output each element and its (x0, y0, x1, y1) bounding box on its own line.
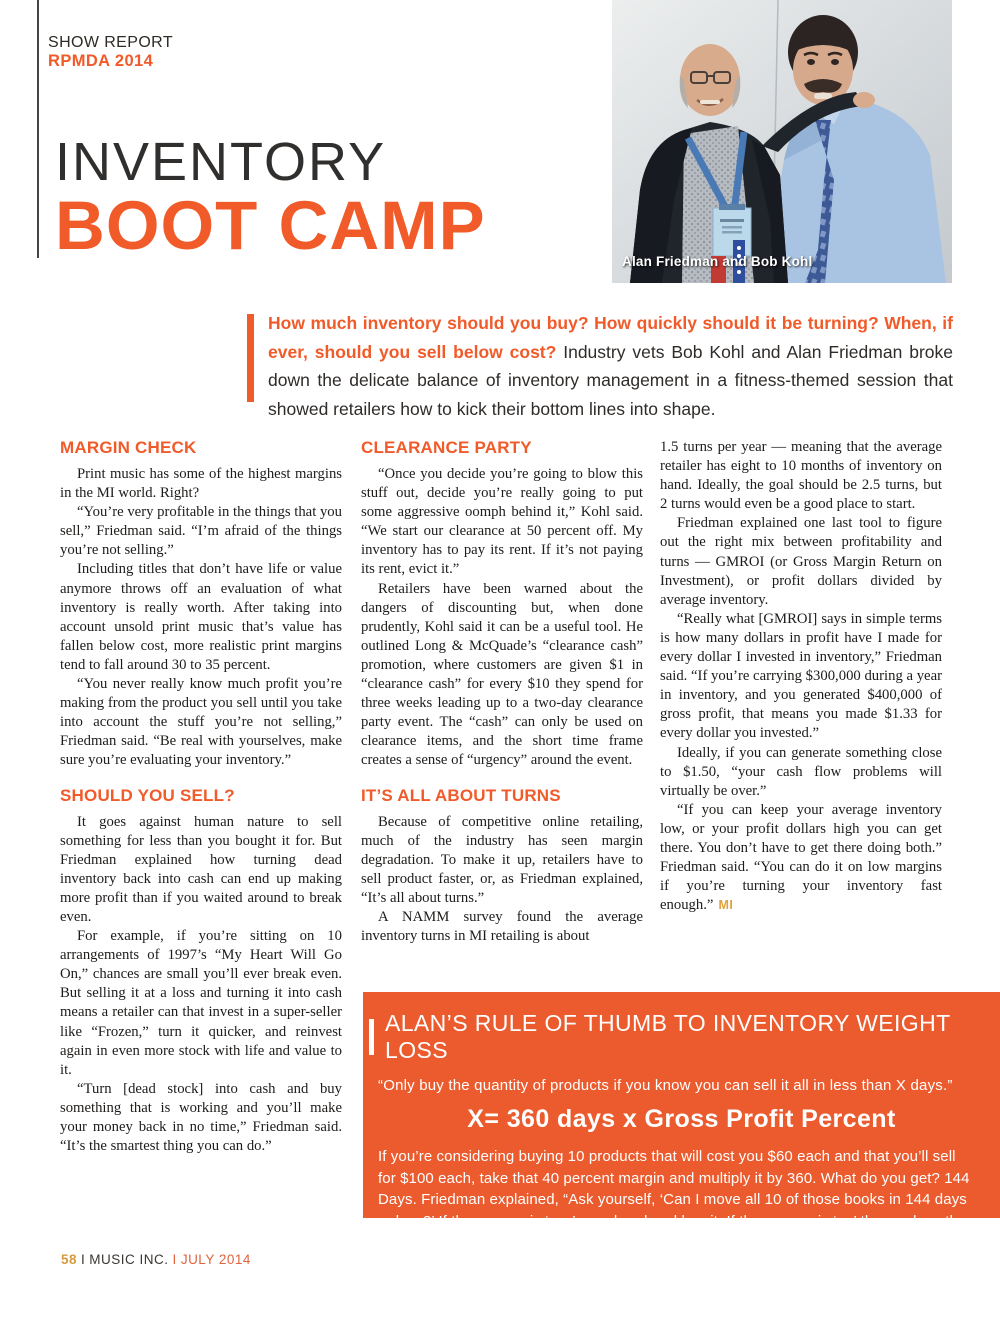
intro-lead: How much inventory should you buy? How quickly should it be turning? When, if ever, should you sell below cost? (268, 313, 953, 362)
paragraph: Print music has some of the highest margins in the MI world. Right? (60, 466, 342, 502)
article-column-1 (60, 438, 342, 1156)
paragraph (660, 801, 942, 916)
article-photo (612, 0, 952, 283)
rule-box-accent-bar (369, 1019, 374, 1055)
section-heading: MARGIN CHECK (60, 438, 197, 457)
rule-of-thumb-box (363, 992, 1000, 1252)
paragraph: 1.5 turns per year — meaning that the average retailer has eight to 10 months of inventory on hand. Ideally, the goal should be 2.5 turns, but 2 turns would even be a good place to start. (660, 439, 942, 513)
intro-accent-bar (247, 314, 254, 402)
rule-box-title-row (369, 1010, 1000, 1064)
photo-caption: Alan Friedman and Bob Kohl (622, 254, 813, 269)
article-column-2 (361, 438, 643, 946)
paragraph: “Once you decide you’re going to blow this stuff out, decide you’re really going to put some aggressive oomph behind it,” Kohl said. “We start our clearance at 50 percent off. My inventory has to pay its rent. If it’s not paying its rent, evict it.” (361, 466, 643, 578)
paragraph: A NAMM survey found the average inventory turns in MI retailing is about (361, 908, 643, 945)
section-continuation (660, 438, 942, 915)
paragraph: For example, if you’re sitting on 10 arrangements of 1997’s “My Heart Will Go On,” chances are small you’ll ever break even. But selling it at a loss and turning it into cash means a retailer can that invest in a super-seller like “Frozen,” turn it quicker, and reinvest again in even more stock with life and value to it. (60, 928, 342, 1078)
paragraph: “You’re very profitable in the things that you sell,” Friedman said. “I’m afraid of the things you’re not selling.” (60, 504, 342, 559)
kicker-section: SHOW REPORT (48, 34, 174, 51)
article-title-line2: BOOT CAMP (55, 187, 486, 264)
kicker (48, 33, 173, 71)
section-should-you-sell (60, 786, 342, 1157)
intro-text (268, 309, 953, 423)
page-number: 58 (61, 1252, 78, 1267)
rule-box-quote: “Only buy the quantity of products if you know you can sell it all in less than X days.” (378, 1077, 953, 1094)
footer-separator: I (81, 1252, 86, 1267)
paragraph: Retailers have been warned about the dangers of discounting but, when done prudently, Kohl said it can be a useful tool. He outlined Long & McQuade’s “clearance cash” promotion, where customers are given $1 in “clearance cash” for every $10 they spend for three weeks leading up to a two-day clearance party event. The “cash” can only be used on clearance items, and the short time frame creates a sense of “urgency” around the event. (361, 580, 643, 769)
section-heading: IT’S ALL ABOUT TURNS (361, 785, 561, 805)
top-left-rule (37, 0, 39, 258)
paragraph: Friedman explained one last tool to figure out the right mix between profitability and turns — GMROI (or Gross Margin Return on Investment), or profit dollars divided by average inventory. (660, 515, 942, 608)
article-title (55, 132, 486, 264)
end-of-article-marker: MI (718, 898, 734, 913)
rule-box-formula: X= 360 days x Gross Profit Percent (467, 1105, 896, 1133)
section-clearance-party (361, 438, 643, 771)
issue-date: JULY 2014 (180, 1252, 251, 1267)
rule-box-body: If you’re considering buying 10 products that will cost you $60 each and that you’ll sell for $100 each, take that 40 percent margin and multiply it by 360. What do you get? 144 Days. Friedman explained, “Ask yourself, ‘Can I move all 10 of those books in 144 days or less?’ If the answer is ‘yes’, go ahead and buy it. If the answer is ‘no’ then reduce the quantity until the answer becomes ‘yes.’” (378, 1148, 970, 1252)
intro-deck (247, 309, 953, 423)
photo-illustration (612, 0, 952, 283)
page-footer (61, 1252, 255, 1267)
paragraph: It goes against human nature to sell something for less than you bought it for. But Friedman explained how turning dead inventory back into cash can end up making more profit than if you waited around to break even. (60, 813, 342, 925)
article-title-line1: INVENTORY (55, 132, 387, 192)
footer-separator: I (172, 1252, 177, 1267)
section-all-about-turns (361, 786, 643, 947)
kicker-show-name: RPMDA 2014 (48, 52, 154, 70)
section-heading: SHOULD YOU SELL? (60, 785, 235, 805)
paragraph-text: “If you can keep your average inventory low, or your profit dollars high you can get there. You don’t have to get there doing both.” Friedman said. “You can do it on low margins if you’re turning your inventory fast enough.” (660, 801, 942, 914)
rule-box-title: ALAN’S RULE OF THUMB TO INVENTORY WEIGHT LOSS (385, 1010, 951, 1063)
paragraph: Because of competitive online retailing, much of the industry has seen margin degradation. To make it up, retailers have to sell product faster, or, as Friedman explained, “It’s all about turns.” (361, 813, 643, 906)
magazine-name: MUSIC INC. (89, 1252, 169, 1267)
paragraph: “You never really know much profit you’re making from the product you sell until you take into account the stuff you’re not selling,” Friedman said. “Be real with yourselves, make sure you’re evaluating your inventory.” (60, 676, 342, 769)
intro-rest: Industry vets Bob Kohl and Alan Friedman broke down the delicate balance of inventory management in a fitness-themed session that showed retailers how to kick their bottom lines into shape. (268, 341, 953, 419)
paragraph: “Really what [GMROI] says in simple terms is how many dollars in profit have I made for every dollar I invested in inventory,” Friedman said. “If you’re carrying $300,000 during a year in inventory, and you generated $400,000 of gross profit, that means you made $1.33 for every dollar you invested.” (660, 610, 942, 742)
paragraph: Including titles that don’t have life or value anymore throws off an evaluation of what inventory is really worth. After taking into account unsold print music that’s value has fallen below cost, more realistic print margins tend to fall around 30 to 35 percent. (60, 561, 342, 673)
section-heading: CLEARANCE PARTY (361, 438, 532, 457)
paragraph: Ideally, if you can generate something close to $1.50, “your cash flow problems will virtually be over.” (660, 744, 942, 799)
paragraph: “Turn [dead stock] into cash and buy something that is working and you’ll make your money back in no time,” Friedman said. “It’s the smartest thing you can do.” (60, 1080, 342, 1155)
article-column-3 (660, 438, 942, 915)
section-margin-check (60, 438, 342, 771)
